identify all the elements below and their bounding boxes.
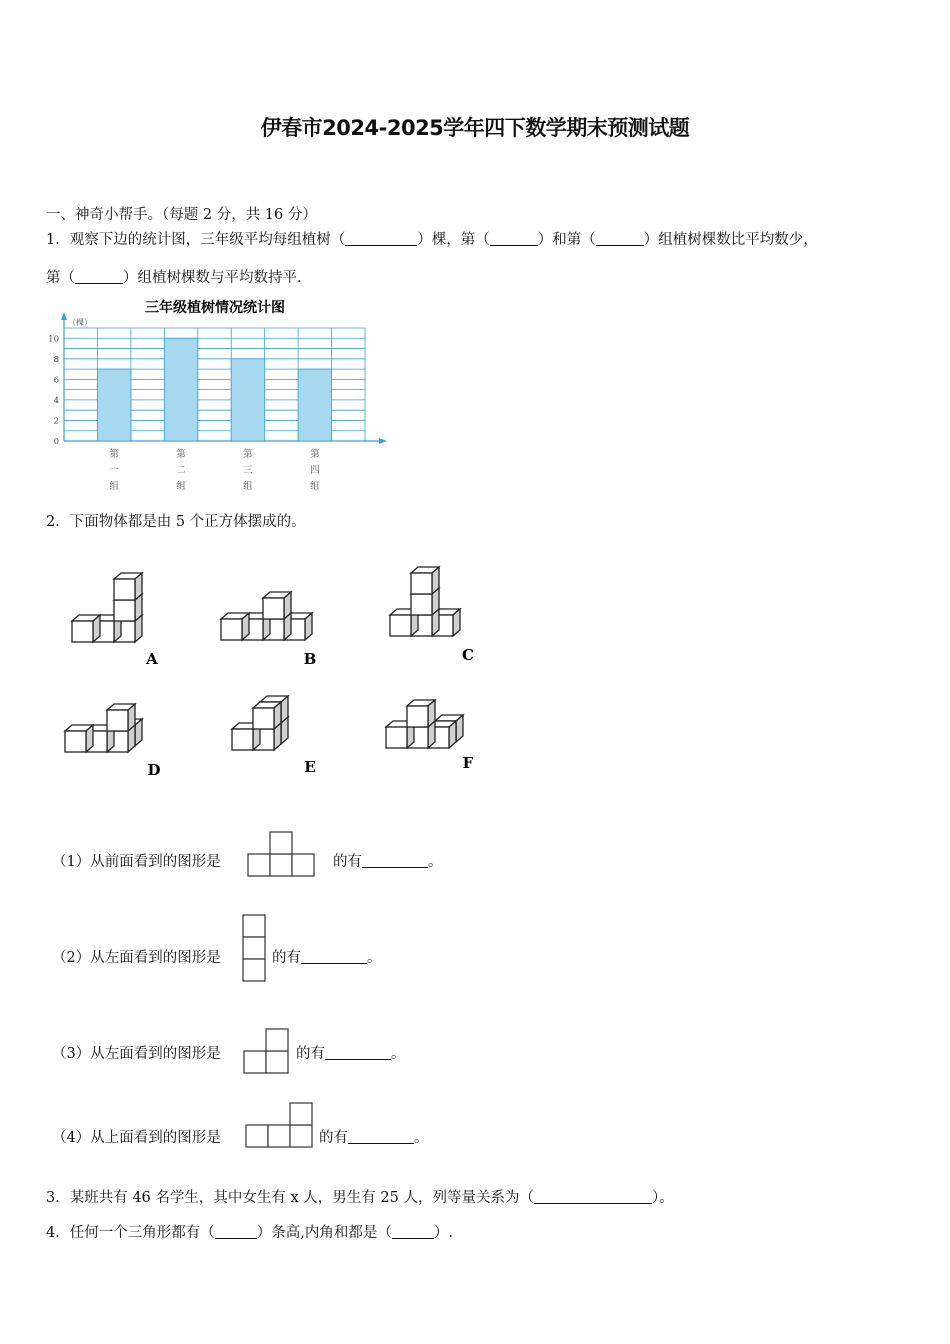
category-label-char: 组 (176, 481, 186, 490)
chart-title: 三年级植树情况统计图 (145, 300, 285, 316)
bar-3 (231, 359, 264, 441)
figure-label-b: B (303, 650, 317, 668)
category-label-char: 第 (109, 449, 119, 460)
q2-sub4-end: 。 (414, 1130, 429, 1146)
figure-label-a: A (146, 650, 158, 668)
bar-1 (97, 369, 130, 441)
q1-text-b: ）棵，第（ (417, 232, 490, 248)
chart-categories (109, 448, 320, 490)
category-label-char: 三 (243, 465, 253, 476)
q2-sub3-answer (296, 1042, 406, 1063)
y-tick-label: 2 (53, 416, 59, 427)
question-1-line-2 (46, 266, 312, 287)
cube (411, 567, 439, 594)
chart-ticks (48, 334, 59, 447)
q2-sub4-text: （4）从上面看到的图形是 (52, 1130, 221, 1146)
view-left-l-figure (242, 1027, 292, 1075)
y-tick-label: 4 (53, 395, 59, 406)
cube (221, 613, 249, 640)
category-label-char: 第 (176, 449, 186, 460)
q2-sub4-answer (319, 1126, 429, 1147)
cube (263, 592, 291, 619)
q1-text-a: 1．观察下边的统计图，三年级平均每组植树（ (46, 232, 346, 248)
q2-sub2-blank[interactable] (301, 949, 367, 964)
q3-blank[interactable] (534, 1189, 652, 1204)
q1-blank-3[interactable] (596, 231, 644, 246)
category-label-char: 组 (310, 481, 320, 490)
q4-blank-2[interactable] (392, 1224, 434, 1239)
figure-label-d: D (147, 761, 161, 779)
q2-sub3-end: 。 (391, 1046, 406, 1062)
question-3 (46, 1186, 674, 1207)
figure-label-c: C (462, 646, 474, 664)
q1-blank-2[interactable] (490, 231, 538, 246)
category-label-char: 第 (310, 449, 320, 460)
q2-sub4-has: 的有 (319, 1130, 348, 1146)
category-label-char: 一 (109, 465, 119, 476)
question-1-line-1 (46, 228, 818, 249)
y-axis-label: （棵） (68, 318, 92, 327)
category-label-char: 组 (243, 481, 253, 490)
cube (65, 725, 93, 752)
q4-text-c: ）. (433, 1225, 453, 1241)
q1-blank-4[interactable] (75, 269, 123, 284)
cube (407, 700, 435, 727)
q2-sub3-blank[interactable] (325, 1045, 391, 1060)
q2-sub4-blank[interactable] (348, 1129, 414, 1144)
cube (72, 615, 100, 642)
q2-sub3-text: （3）从左面看到的图形是 (52, 1046, 221, 1062)
view-top-figure (244, 1101, 316, 1149)
category-label-char: 二 (176, 465, 186, 476)
q2-sub1-end: 。 (428, 854, 443, 870)
q1-text-d: ）组植树棵数比平均数少， (643, 232, 818, 248)
q1-text-c: ）和第（ (537, 232, 596, 248)
section-heading: 一、神奇小帮手。（每题 2 分，共 16 分） (46, 207, 317, 223)
y-tick-label: 10 (48, 334, 59, 345)
q2-sub2-has: 的有 (272, 950, 301, 966)
q1-text-f: ）组植树棵数与平均数持平． (123, 270, 312, 286)
q2-sub2-answer (272, 946, 382, 967)
q2-sub3-has: 的有 (296, 1046, 325, 1062)
q2-sub1-blank[interactable] (362, 853, 428, 868)
bar-4 (298, 369, 331, 441)
y-tick-label: 6 (53, 375, 59, 386)
bar-2 (164, 338, 197, 441)
cube (253, 702, 281, 729)
q2-sub1-has: 的有 (333, 854, 362, 870)
q4-blank-1[interactable] (215, 1224, 257, 1239)
category-label-char: 组 (109, 481, 119, 490)
q2-sub2-end: 。 (367, 950, 382, 966)
q1-text-e: 第（ (46, 270, 75, 286)
category-label-char: 四 (310, 465, 320, 476)
q4-text-a: 4．任何一个三角形都有（ (46, 1225, 215, 1241)
q2-sub2-text: （2）从左面看到的图形是 (52, 950, 221, 966)
tree-planting-chart (40, 295, 400, 490)
y-tick-label: 8 (53, 354, 59, 365)
cube (114, 573, 142, 600)
q1-blank-1[interactable] (345, 231, 417, 246)
figure-label-e: E (304, 758, 316, 776)
q4-text-b: ）条高,内角和都是（ (256, 1225, 392, 1241)
cube (107, 704, 135, 731)
figure-label-f: F (462, 754, 474, 772)
question-2-text: 2．下面物体都是由 5 个正方体摆成的。 (46, 514, 306, 530)
q3-text-a: 3．某班共有 46 名学生，其中女生有 x 人，男生有 25 人，列等量关系为（ (46, 1190, 534, 1206)
page-title: 伊春市2024-2025学年四下数学期末预测试题 (260, 116, 690, 140)
y-axis-arrow (61, 312, 67, 320)
category-label-char: 第 (243, 449, 253, 460)
q3-text-b: ）。 (651, 1190, 674, 1206)
view-left-column-figure (241, 912, 269, 984)
y-tick-label: 0 (53, 437, 59, 447)
q2-sub1-text: （1）从前面看到的图形是 (52, 854, 221, 870)
view-front-figure (246, 830, 318, 878)
q2-sub1-answer (333, 850, 443, 871)
cube-figures (50, 560, 490, 790)
x-axis-arrow (379, 438, 387, 444)
question-4 (46, 1221, 453, 1242)
